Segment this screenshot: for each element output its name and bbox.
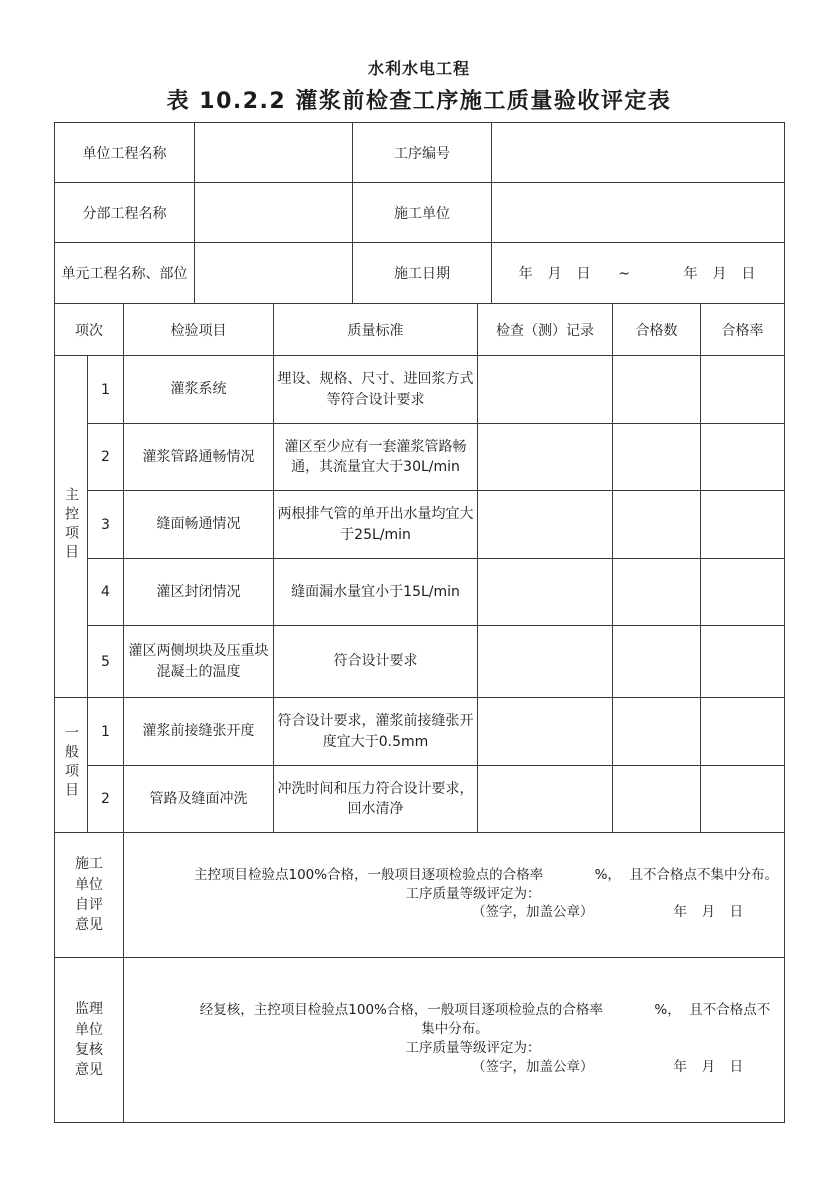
group-label-general-text: 一般项目 [63,725,79,801]
document-title: 表 10.2.2 灌浆前检查工序施工质量验收评定表 [166,89,672,114]
item-standard: 符合设计要求 [274,626,478,698]
item-no: 1 [88,356,124,424]
self-assessment-label [55,833,124,958]
item-record [478,356,613,424]
item-pass-count [613,766,701,833]
review-sign-row [132,1058,776,1077]
self-assessment-sign-date: 年 月 日 [673,904,746,921]
self-assessment-label-text: 施工单位自评意见 [75,856,103,934]
info-label-construction-unit: 施工单位 [353,183,492,243]
item-name: 灌浆管路通畅情况 [124,424,274,491]
item-name: 灌区两侧坝块及压重块混凝土的温度 [124,626,274,698]
self-assessment-sign-row [132,903,776,922]
item-pass-count [613,491,701,559]
header-inspection-item: 检验项目 [124,304,274,356]
review-statement-line1: 经复核，主控项目检验点100%合格，一般项目逐项检验点的合格率 %， 且不合格点不 [199,1002,771,1019]
group-label-main-control [55,356,88,698]
info-value-division-project-name [195,183,353,243]
header-qualified-count: 合格数 [613,304,701,356]
item-record [478,766,613,833]
item-standard: 冲洗时间和压力符合设计要求，回水清净 [274,766,478,833]
item-pass-rate [701,559,785,626]
item-name: 灌区封闭情况 [124,559,274,626]
item-no: 5 [88,626,124,698]
item-standard: 灌区至少应有一套灌浆管路畅通，其流量宜大于30L/min [274,424,478,491]
item-name: 灌浆前接缝张开度 [124,698,274,766]
item-pass-rate [701,491,785,559]
item-pass-count [613,356,701,424]
self-assessment-sign-seal-label: （签字，加盖公章） [472,904,594,921]
item-pass-count [613,698,701,766]
item-pass-rate [701,626,785,698]
review-label-text: 监理单位复核意见 [75,1001,103,1079]
info-label-construction-date: 施工日期 [353,243,492,304]
group-label-general [55,698,88,833]
info-label-process-number: 工序编号 [353,123,492,183]
item-name: 管路及缝面冲洗 [124,766,274,833]
header-qualified-rate: 合格率 [701,304,785,356]
item-standard: 两根排气管的单开出水量均宜大于25L/min [274,491,478,559]
self-assessment-content [124,833,785,958]
review-content [124,958,785,1123]
item-name: 缝面畅通情况 [124,491,274,559]
review-sign-date: 年 月 日 [673,1058,746,1075]
header-check-record: 检查（测）记录 [478,304,613,356]
info-label-unit-project-name: 单位工程名称 [55,123,195,183]
info-value-unit-work-name-part [195,243,353,304]
item-name: 灌浆系统 [124,356,274,424]
document-subtitle: 水利水电工程 [367,59,470,78]
info-label-unit-work-name-part: 单元工程名称、部位 [55,243,195,304]
item-standard: 符合设计要求，灌浆前接缝张开度宜大于0.5mm [274,698,478,766]
item-pass-count [613,424,701,491]
item-pass-count [613,626,701,698]
group-label-main-control-text: 主控项目 [63,486,79,563]
acceptance-form-table [54,122,785,1123]
info-value-construction-date-range: 年 月 日 ~ 年 月 日 [492,243,785,304]
item-record [478,698,613,766]
item-no: 3 [88,491,124,559]
item-pass-rate [701,698,785,766]
item-no: 1 [88,698,124,766]
header-item-index: 项次 [55,304,124,356]
info-value-unit-project-name [195,123,353,183]
item-record [478,491,613,559]
review-sign-seal-label: （签字，加盖公章） [472,1058,594,1075]
item-record [478,424,613,491]
info-label-division-project-name: 分部工程名称 [55,183,195,243]
item-no: 2 [88,424,124,491]
item-pass-rate [701,766,785,833]
info-value-process-number [492,123,785,183]
header-quality-standard: 质量标准 [274,304,478,356]
item-no: 4 [88,559,124,626]
item-no: 2 [88,766,124,833]
self-assessment-statement: 主控项目检验点100%合格，一般项目逐项检验点的合格率 %， 且不合格点不集中分布。 [194,866,778,883]
item-record [478,626,613,698]
info-value-construction-unit [492,183,785,243]
item-pass-rate [701,356,785,424]
self-assessment-grade-line: 工序质量等级评定为： [405,885,541,902]
item-pass-count [613,559,701,626]
item-standard: 缝面漏水量宜小于15L/min [274,559,478,626]
review-grade-line: 工序质量等级评定为： [405,1040,541,1056]
item-pass-rate [701,424,785,491]
review-statement-line2: 集中分布。 [421,1021,489,1038]
item-standard: 埋设、规格、尺寸、进回浆方式等符合设计要求 [274,356,478,424]
item-record [478,559,613,626]
review-label [55,958,124,1123]
